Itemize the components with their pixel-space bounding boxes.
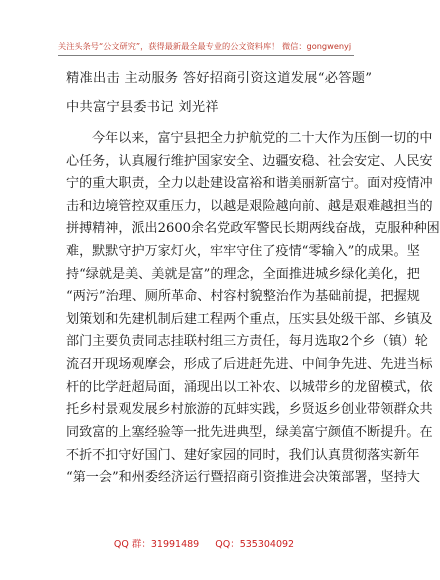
body-line: 难，默默守护万家灯火，牢牢守住了疫情“零输入”的成果。坚 <box>66 244 420 260</box>
body-line: 部门主要负责同志挂联村组三方责任，每月选取2个乡（镇）轮 <box>66 334 428 350</box>
body-line: 持“绿就是美、美就是富”的理念，全面推进城乡绿化美化，把 <box>66 266 420 282</box>
body-line: 同致富的上塞经验等一批先进典型，绿美富宁颜值不断提升。在 <box>66 424 433 440</box>
footer-qq-group: QQ 群：31991489 <box>113 539 200 550</box>
body-line: 心任务，认真履行维护国家安全、边疆安稳、社会安定、人民安 <box>66 153 433 169</box>
body-line: 今年以来，富宁县把全力护航党的二十大作为压倒一切的中 <box>92 131 433 146</box>
body-line: 托乡村景观发展乡村旅游的瓦蚌实践，乡贤返乡创业带领群众共 <box>66 402 433 418</box>
footer-qq: QQ：535304092 <box>215 539 295 550</box>
document-byline: 中共富宁县委书记 刘光祥 <box>66 100 219 115</box>
body-line: 击和边境管控双重压力，以越是艰险越向前、越是艰难越担当的 <box>66 198 433 214</box>
header-banner: 关注头条号“公文研究”，获得最新最全最专业的公文资料库！ 微信：gongwenyj <box>58 41 352 51</box>
header-divider <box>58 55 354 56</box>
footer-contact <box>0 538 408 552</box>
body-line: 划策划和先建机制后建工程两个重点，压实县处级干部、乡镇及 <box>66 311 433 327</box>
body-line: 不折不扣守好国门、建好家园的同时，我们认真贯彻落实新年 <box>66 447 420 463</box>
body-line: 杆的比学赶超局面，涌现出以工补农、以城带乡的龙留模式，依 <box>66 379 433 395</box>
body-line: “第一会”和州委经济运行暨招商引资推进会决策部署，坚持大 <box>66 470 420 486</box>
body-line: 宁的重大职责，全力以赴建设富裕和谐美丽新富宁。面对疫情冲 <box>66 176 433 192</box>
document-body <box>66 128 440 490</box>
body-line: “两污”治理、厕所革命、村容村貌整治作为基础前提，把握规 <box>66 289 420 305</box>
body-line: 拼搏精神，派出2600余名党政军警民长期两线奋战，克服种种困 <box>66 221 440 237</box>
body-line: 流召开现场观摩会，形成了后进赶先进、中间争先进、先进当标 <box>66 357 433 373</box>
document-title: 精准出击 主动服务 答好招商引资这道发展“必答题” <box>66 71 373 86</box>
